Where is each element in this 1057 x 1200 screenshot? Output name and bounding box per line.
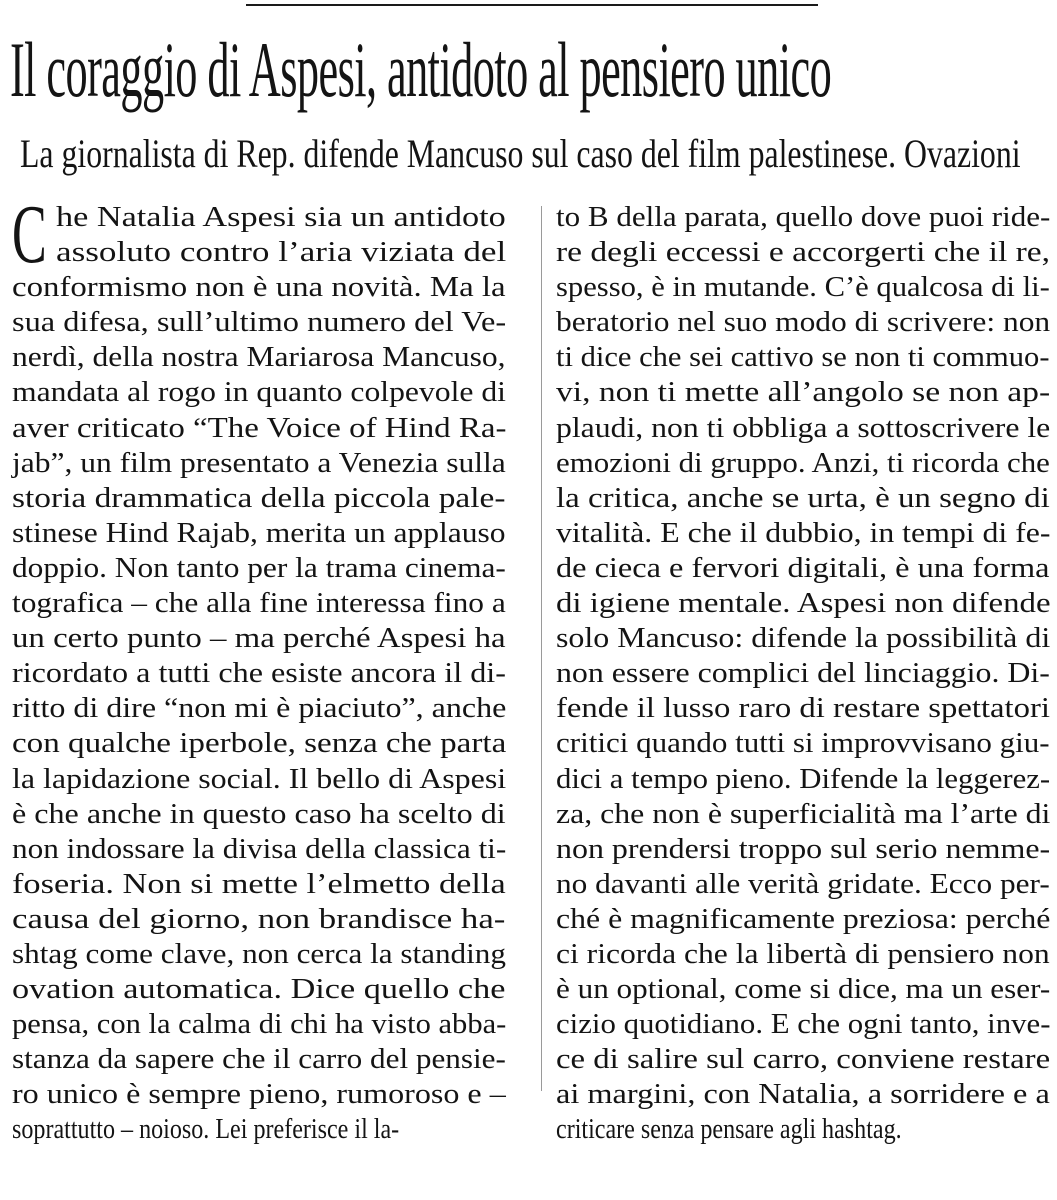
- text-line: assoluto contro l’aria viziata del: [56, 237, 507, 269]
- text-line: emozioni di gruppo. Anzi, ti ricorda che: [556, 447, 1050, 479]
- text-line: fende il lusso raro di restare spettatori: [556, 693, 1050, 725]
- text-line: la critica, anche se urta, è un segno di: [556, 482, 1050, 514]
- text-line: ce di salire sul carro, conviene restare: [556, 1044, 1051, 1076]
- text-line: to B della parata, quello dove puoi ride-: [556, 202, 1051, 233]
- text-line: ché è magnificamente preziosa: perché: [556, 903, 1051, 935]
- headline: Il coraggio di Aspesi, antidoto al pensiero unico: [10, 26, 832, 113]
- text-line: sua difesa, sull’ultimo numero del Ve-: [12, 307, 507, 339]
- text-line: vitalità. E che il dubbio, in tempi di fe-: [556, 517, 1051, 549]
- text-line: causa del giorno, non brandisce ha-: [12, 903, 506, 935]
- column-divider: [541, 206, 542, 1091]
- text-line: ai margini, con Natalia, a sorridere e a: [556, 1079, 1050, 1111]
- text-line: doppio. Non tanto per la trama cinema-: [12, 552, 506, 584]
- text-line: è che anche in questo caso ha scelto di: [12, 798, 506, 830]
- text-line: shtag come clave, non cerca la standing: [12, 938, 506, 970]
- text-line: re degli eccessi e accorgerti che il re,: [556, 237, 1051, 269]
- article-body: [12, 188, 1051, 1146]
- text-line: non indossare la divisa della classica ti-: [12, 833, 507, 865]
- text-line: solo Mancuso: difende la possibilità di: [556, 623, 1051, 655]
- text-line: pensa, con la calma di chi ha visto abba-: [12, 1009, 507, 1041]
- text-line: conformismo non è una novità. Ma la: [12, 272, 506, 304]
- text-line: cizio quotidiano. E che ogni tanto, inve-: [556, 1009, 1051, 1041]
- right-column: [556, 200, 1056, 1148]
- text-line: stinese Hind Rajab, merita un applauso: [12, 517, 506, 549]
- text-line: ci ricorda che la libertà di pensiero non: [556, 938, 1050, 970]
- text-line: di igiene mentale. Aspesi non difende: [556, 588, 1051, 620]
- text-line: he Natalia Aspesi sia un antidoto: [56, 202, 506, 233]
- text-line: stanza da sapere che il carro del pensie-: [12, 1044, 506, 1076]
- text-line: vi, non ti mette all’angolo se non ap-: [556, 377, 1051, 409]
- text-line: spesso, è in mutande. C’è qualcosa di li-: [556, 272, 1050, 304]
- text-line: aver criticato “The Voice of Hind Ra-: [12, 412, 507, 444]
- text-line: è un optional, come si dice, ma un eser-: [556, 974, 1051, 1006]
- text-line: dici a tempo pieno. Difende la leggerez-: [556, 763, 1051, 795]
- top-rule: [246, 4, 818, 6]
- text-line: storia drammatica della piccola pale-: [12, 482, 506, 514]
- text-line: nerdì, della nostra Mariarosa Mancuso,: [12, 342, 506, 374]
- text-line: foseria. Non si mette l’elmetto della: [12, 868, 506, 900]
- text-line: non essere complici del linciaggio. Di-: [556, 658, 1050, 690]
- text-line: beratorio nel suo modo di scrivere: non: [556, 307, 1051, 339]
- left-column: [12, 188, 512, 1148]
- text-line: ovation automatica. Dice quello che: [12, 974, 506, 1006]
- text-line: soprattutto – noioso. Lei preferisce il la-: [12, 1114, 400, 1146]
- text-line: ro unico è sempre pieno, rumoroso e –: [12, 1079, 506, 1111]
- text-line: con qualche iperbole, senza che parta: [12, 728, 507, 760]
- text-line: mandata al rogo in quanto colpevole di: [12, 377, 506, 409]
- text-line: ricordato a tutti che esiste ancora il di-: [12, 658, 506, 690]
- text-line: non prendersi troppo sul serio nemme-: [556, 833, 1051, 865]
- text-line: critici quando tutti si improvvisano giu-: [556, 728, 1050, 760]
- text-line: tografica – che alla fine interessa fino a: [12, 588, 506, 620]
- text-line: de cieca e fervori digitali, è una forma: [556, 552, 1050, 584]
- text-line: ti dice che sei cattivo se non ti commuo-: [556, 342, 1050, 374]
- text-line: la lapidazione social. Il bello di Aspesi: [12, 763, 507, 795]
- text-line: un certo punto – ma perché Aspesi ha: [12, 623, 506, 655]
- text-line: criticare senza pensare agli hashtag.: [556, 1114, 902, 1146]
- subhead: La giornalista di Rep. difende Mancuso sul caso del film palestinese. Ovazioni: [20, 131, 1021, 176]
- text-line: jab”, un film presentato a Venezia sulla: [12, 447, 506, 479]
- drop-cap: C: [12, 188, 47, 281]
- text-line: za, che non è superficialità ma l’arte di: [556, 798, 1051, 830]
- text-line: plaudi, non ti obbliga a sottoscrivere le: [556, 412, 1051, 444]
- text-line: no davanti alle verità gridate. Ecco per-: [556, 868, 1050, 900]
- text-line: ritto di dire “non mi è piaciuto”, anche: [12, 693, 507, 725]
